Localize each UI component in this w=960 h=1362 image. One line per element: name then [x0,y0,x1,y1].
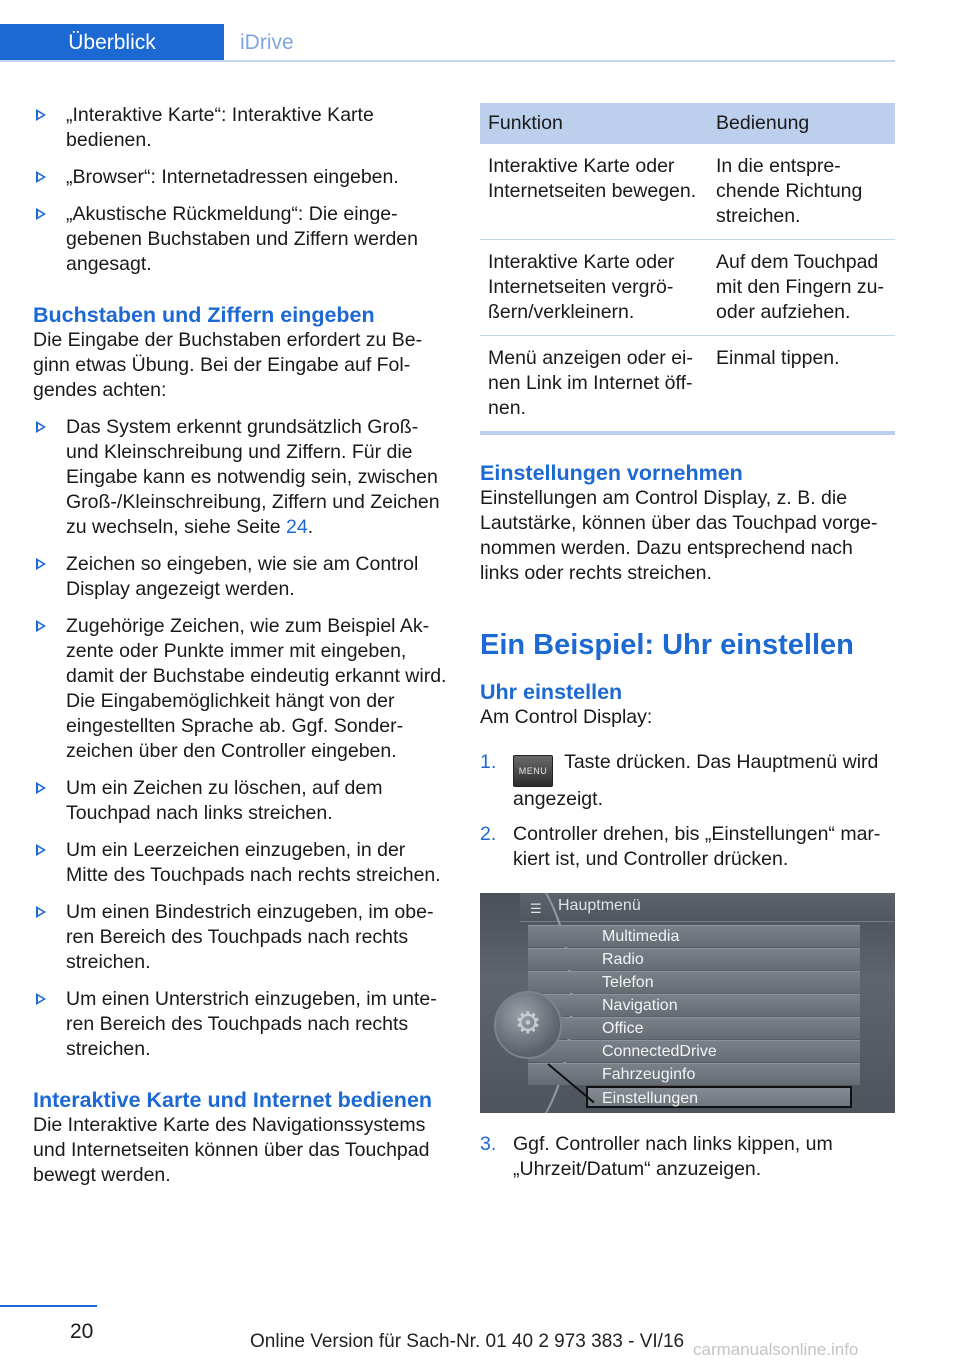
table-header-bedienung: Bedienung [708,103,895,144]
list-item: Zugehörige Zeichen, wie zum Beispiel Akzente oder Punkte immer mit eingeben, damit der Buchstabe eindeutig erkannt wird. Die Eingabemöglichkeit hängt von der eingestellten Sprache ab. Ggf. Sonderzeichen über den Controller eingeben. [33,614,448,764]
table-cell: Auf dem Touchpad mit den Fingern zu- oder aufziehen. [708,240,895,336]
screen-title: Hauptmenü [558,897,641,914]
menu-key-icon: MENU [513,755,553,787]
section-text: Am Control Display: [480,706,653,728]
table-row [480,240,895,336]
function-table [480,103,895,435]
table-cell: Menü anzeigen oder einen Link im Internet öffnen. [480,336,708,434]
control-display-screenshot [480,893,895,1113]
triangle-bullet-icon [36,208,46,220]
steps-list [480,750,895,872]
section-text: Die Interaktive Karte des Navigationssystems und Internetseiten können über das Touchpad bewegt werden. [33,1114,430,1186]
triangle-bullet-icon [36,782,46,794]
table-row [480,336,895,434]
section-text: Einstellungen am Control Display, z. B. die Lautstärke, können über das Touchpad vorgenommen werden. Dazu entsprechend nach links oder rechts streichen. [480,487,878,584]
list-item: „Akustische Rückmeldung“: Die eingegebenen Buchstaben und Ziffern werden angesagt. [33,202,448,277]
section-heading-einstellungen: Einstellungen vornehmen [480,461,743,485]
left-column [33,103,448,1188]
list-item: 1. MENU Taste drücken. Das Hauptmenü wird angezeigt. [480,751,879,810]
list-item: Um einen Unterstrich einzugeben, im unteren Bereich des Touchpads nach rechts streichen. [33,987,448,1062]
screen-menu-item: Radio [528,948,860,970]
triangle-bullet-icon [36,906,46,918]
screen-menu-item: Telefon [528,971,860,993]
triangle-bullet-icon [36,421,46,433]
list-item: Um einen Bindestrich einzugeben, im oberen Bereich des Touchpads nach rechts streichen. [33,900,448,975]
list-item: 2. Controller drehen, bis „Einstellungen“ markiert ist, und Controller drücken. [480,823,881,870]
gear-icon: ⚙ [494,991,562,1059]
list-item: Um ein Zeichen zu löschen, auf dem Touchpad nach links streichen. [33,776,448,826]
table-header-row [480,103,895,144]
watermark: carmanualsonline.info [693,1340,859,1359]
screen-menu-item: ConnectedDrive [528,1040,860,1062]
screen-menu-item: Multimedia [528,925,860,947]
table-cell: Einmal tippen. [708,336,895,434]
section-text: Die Eingabe der Buchstaben erfordert zu Beginn etwas Übung. Bei der Eingabe auf Folgendes achten: [33,329,423,401]
menu-list-icon: ☰ [530,901,542,916]
chapter-heading-beispiel: Ein Beispiel: Uhr einstellen [480,629,854,661]
screen-menu-item: Navigation [528,994,860,1016]
page-number: 20 [70,1320,94,1343]
steps-list-cont [480,1132,895,1182]
list-item: 3. Ggf. Controller nach links kippen, um „Uhrzeit/Datum“ anzuzeigen. [480,1133,833,1180]
tab-ueberblick[interactable]: Überblick [0,24,224,62]
list-item: Um ein Leerzeichen einzugeben, in der Mitte des Touchpads nach rechts streichen. [33,838,448,888]
input-tips-list [33,415,448,1062]
screen-menu-item: Office [528,1017,860,1039]
online-version-note: Online Version für Sach-Nr. 01 40 2 973 383 - VI/16 [250,1331,685,1352]
screen-menu-item: Fahrzeuginfo [528,1063,860,1085]
table-header-funktion: Funktion [480,103,708,144]
tab-idrive[interactable]: iDrive [240,31,294,54]
page-link[interactable]: 24 [286,516,308,538]
triangle-bullet-icon [36,558,46,570]
triangle-bullet-icon [36,993,46,1005]
header-rule [0,60,895,62]
screen-menu-item-selected: Einstellungen [586,1086,852,1108]
table-row [480,144,895,240]
intro-list [33,103,448,277]
section-heading-uhr: Uhr einstellen [480,680,623,704]
section-heading-buchstaben: Buchstaben und Ziffern eingeben [33,303,375,327]
triangle-bullet-icon [36,620,46,632]
table-cell: Interaktive Karte oder Internetseiten vergrößern/verkleinern. [480,240,708,336]
footer-rule [0,1305,97,1307]
triangle-bullet-icon [36,844,46,856]
list-item: „Browser“: Internetadressen eingeben. [33,165,448,190]
triangle-bullet-icon [36,109,46,121]
section-heading-interaktive-karte: Interaktive Karte und Internet bedienen [33,1088,433,1112]
list-item: Das System erkennt grundsätzlich Groß- und Kleinschreibung und Ziffern. Für die Eingabe kann es notwendig sein, zwischen Groß-/Kleinschreibung, Ziffern und Zeichen zu wechseln, siehe Seite 24. [33,415,448,540]
list-item: Zeichen so eingeben, wie sie am Control Display angezeigt werden. [33,552,448,602]
table-cell: Interaktive Karte oder Internetseiten bewegen. [480,144,708,240]
triangle-bullet-icon [36,171,46,183]
header-tabs [0,24,294,62]
table-cell: In die entsprechende Richtung streichen. [708,144,895,240]
list-item: „Interaktive Karte“: Interaktive Karte bedienen. [33,103,448,153]
